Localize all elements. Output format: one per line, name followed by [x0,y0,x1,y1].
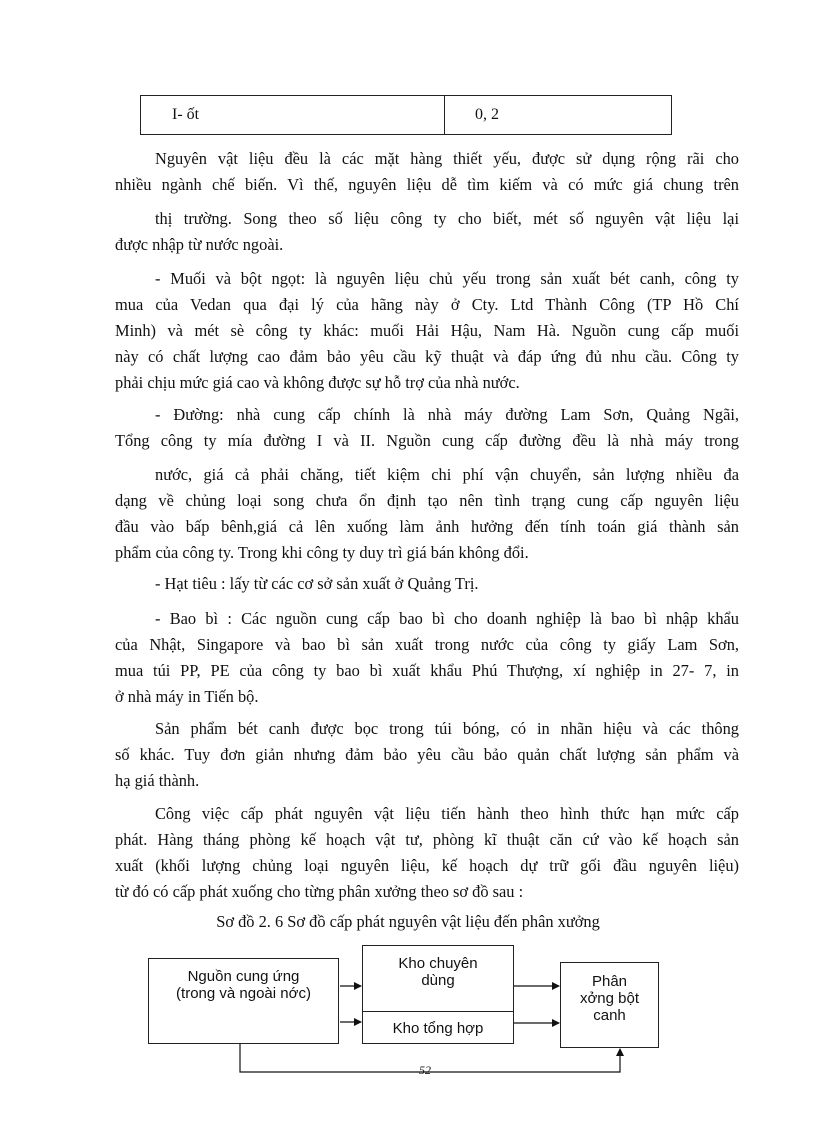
box-supply-source [148,958,339,1044]
text-line: hạ giá thành. [115,771,200,790]
box-text: Phân [591,973,628,990]
text-line: nhiều ngành chế biến. Vì thế, nguyên liệu dễ tìm kiếm và có mức giá chung trên [115,175,739,194]
text-line: - Đường: nhà cung cấp chính là nhà máy đường Lam Sơn, Quảng Ngãi, [155,405,739,424]
text-line: Công việc cấp phát nguyên vật liệu tiến hành theo hình thức hạn mức cấp [155,804,739,823]
text-line: Minh) và mét sè công ty khác: muối Hải Hậu, Nam Hà. Nguồn cung cấp muối [115,321,739,340]
table-cell-value: 0, 2 [445,96,672,135]
text-line: Sản phẩm bét canh được bọc trong túi bóng, có in nhãn hiệu và các thông [155,719,739,738]
text-line: phải chịu mức giá cao và không được sự hỗ trợ của nhà nước. [115,373,520,392]
text-line: ở nhà máy in Tiến bộ. [115,687,259,706]
text-line: - Bao bì : Các nguồn cung cấp bao bì cho doanh nghiệp là bao bì nhập khẩu [155,609,739,628]
box-workshop [560,962,659,1048]
page-number: 52 [419,1063,431,1077]
text-line: số khác. Tuy đơn giản nhưng đảm bảo yêu cầu bảo quản chất lượng sản phẩm và [115,745,739,764]
text-line: được nhập từ nước ngoài. [115,235,284,254]
box-text: (trong và ngoài nớc) [176,985,311,1002]
text-line: dạng về chủng loại song chưa ổn định tạo nên tình trạng cung cấp nguyên liệu [115,491,739,510]
text-line: của Nhật, Singapore và bao bì sản xuất trong nước của công ty giấy Lam Sơn, [115,635,739,654]
table-cell-label: I- ốt [141,96,445,135]
text-line: đầu vào bấp bênh,giá cả lên xuống làm ảnh hưởng đến tính toán giá thành sản [115,517,739,536]
box-text: canh [593,1007,626,1024]
text-line: nước, giá cả phải chăng, tiết kiệm chi phí vận chuyển, sản lượng nhiều đa [155,465,739,484]
box-text: dùng [421,972,455,989]
diagram-caption: Sơ đồ 2. 6 Sơ đồ cấp phát nguyên vật liệu đến phân xưởng [216,912,600,931]
box-text: Kho tổng hợp [392,1020,484,1037]
text-line: - Muối và bột ngọt: là nguyên liệu chủ yếu trong sản xuất bét canh, công ty [155,269,739,288]
text-line: phẩm của công ty. Trong khi công ty duy trì giá bán không đổi. [115,543,529,562]
text-line: thị trường. Song theo số liệu công ty cho biết, mét số nguyên vật liệu lại [155,209,739,228]
text-line: mua túi PP, PE của công ty bao bì xuất khẩu Phú Thượng, xí nghiệp in 27- 7, in [115,661,739,680]
text-line: xuất (khối lượng chủng loại nguyên liệu, kế hoạch dự trữ gối đầu nguyên liệu) [115,856,739,875]
box-special-warehouse [362,945,514,1012]
text-line: mua của Vedan qua đại lý của hãng này ở Cty. Ltd Thành Công (TP Hồ Chí [115,295,739,314]
box-text: Nguồn cung ứng [187,968,300,985]
text-line: Tổng công ty mía đường I và II. Nguồn cung cấp đường đều là nhà máy trong [115,431,739,450]
box-general-warehouse [362,1011,514,1044]
box-text: Kho chuyên [398,955,478,972]
text-line: phát. Hàng tháng phòng kế hoạch vật tư, phòng kĩ thuật căn cứ vào kế hoạch sản [115,830,739,849]
text-line: Nguyên vật liệu đều là các mặt hàng thiết yếu, được sử dụng rộng rãi cho [155,149,739,168]
text-line: từ đó có cấp phát xuống cho từng phân xưởng theo sơ đồ sau : [115,882,524,901]
text-line: này có chất lượng cao đảm bảo yêu cầu kỹ thuật và đáp ứng đủ nhu cầu. Công ty [115,347,739,366]
box-text: xởng bột [579,990,640,1007]
text-line: - Hạt tiêu : lấy từ các cơ sở sản xuất ở Quảng Trị. [155,574,479,593]
